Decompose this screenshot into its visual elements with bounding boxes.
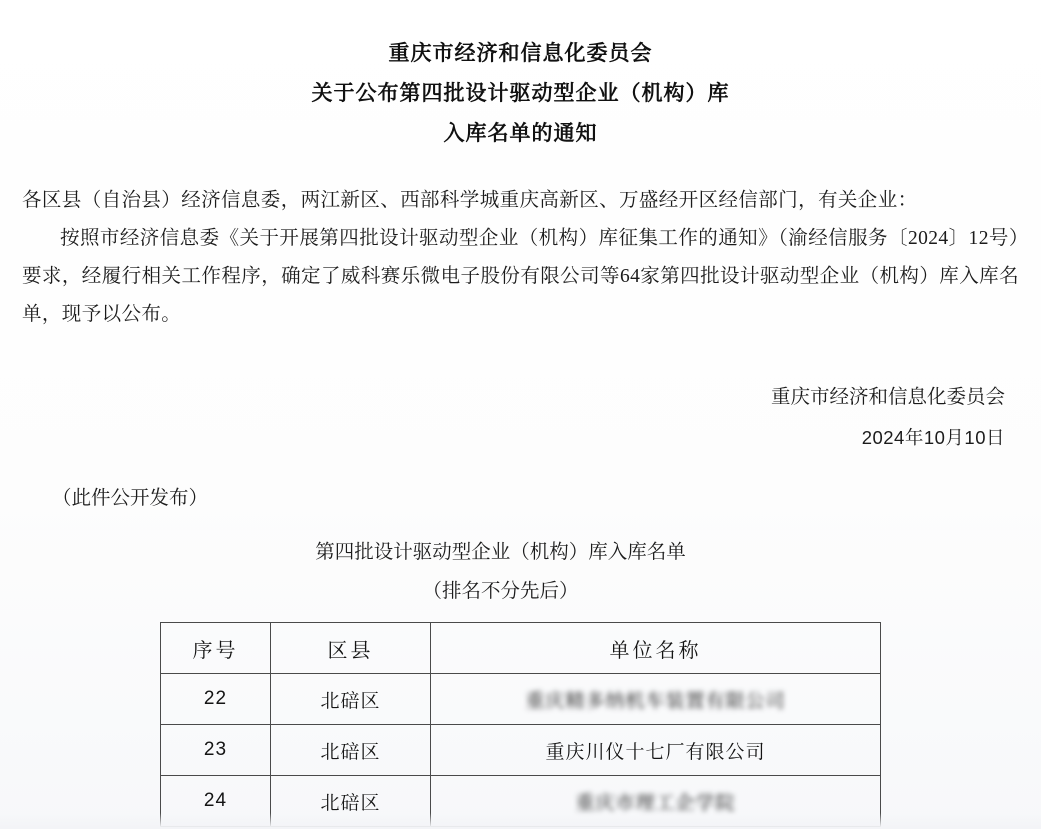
signature-block bbox=[22, 378, 1019, 458]
table-header-row bbox=[161, 623, 881, 674]
title-line-2: 关于公布第四批设计驱动型企业（机构）库 bbox=[311, 82, 730, 105]
document-body bbox=[22, 182, 1019, 334]
attachment-title: 第四批设计驱动型企业（机构）库入库名单 bbox=[315, 542, 686, 563]
public-release-note: （此件公开发布） bbox=[52, 488, 209, 509]
column-header-no: 序号 bbox=[161, 623, 271, 674]
column-header-district: 区县 bbox=[271, 623, 431, 674]
cell-no: 23 bbox=[161, 725, 271, 776]
table-row bbox=[161, 674, 881, 725]
listing-table-wrapper bbox=[22, 622, 1019, 827]
signature-issuer: 重庆市经济和信息化委员会 bbox=[770, 387, 1005, 408]
cell-district: 北碚区 bbox=[271, 776, 431, 827]
title-line-1: 重庆市经济和信息化委员会 bbox=[388, 42, 653, 65]
cell-name: 重庆川仪十七厂有限公司 bbox=[431, 725, 881, 776]
signature-date: 2024年10月10日 bbox=[861, 427, 1005, 448]
cell-no: 24 bbox=[161, 776, 271, 827]
cell-name: 重庆精多纳机车装置有限公司 bbox=[431, 674, 881, 725]
document-title bbox=[22, 0, 1019, 154]
title-line-3: 入库名单的通知 bbox=[443, 122, 598, 145]
cell-district: 北碚区 bbox=[271, 674, 431, 725]
attachment-subtitle: （排名不分先后） bbox=[422, 581, 579, 602]
cell-no: 22 bbox=[161, 674, 271, 725]
table-row bbox=[161, 725, 881, 776]
body-paragraph-2: 按照市经济信息委《关于开展第四批设计驱动型企业（机构）库征集工作的通知》（渝经信服务〔2024〕12号）要求，经履行相关工作程序，确定了威科赛乐微电子股份有限公司等64家第四批设计驱动型企业（机构）库入库名单，现予以公布。 bbox=[22, 228, 1019, 325]
column-header-name: 单位名称 bbox=[431, 623, 881, 674]
listing-table bbox=[160, 622, 881, 827]
table-row bbox=[161, 776, 881, 827]
cell-name: 重庆市理工企学院 bbox=[431, 776, 881, 827]
cell-district: 北碚区 bbox=[271, 725, 431, 776]
body-paragraph-1: 各区县（自治县）经济信息委，两江新区、西部科学城重庆高新区、万盛经开区经信部门，有关企业： bbox=[22, 190, 918, 211]
